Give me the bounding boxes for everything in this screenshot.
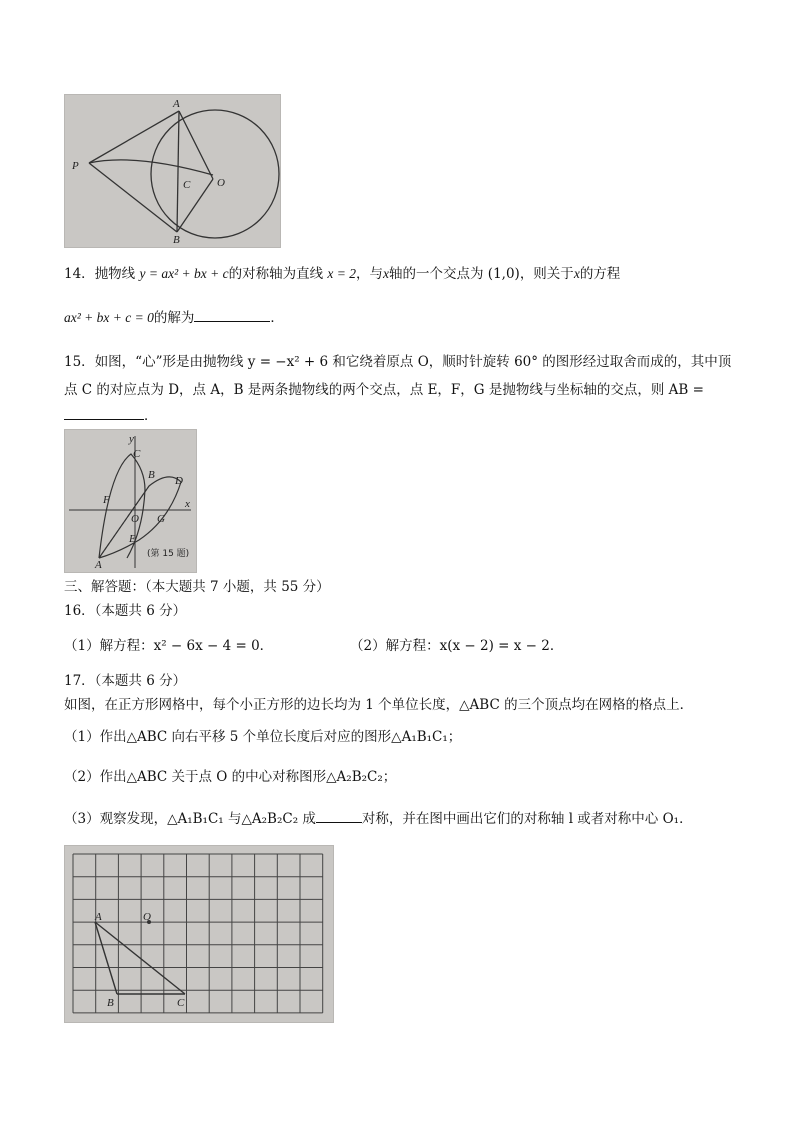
axis-label-x: x (185, 498, 190, 510)
question-number: 15． (64, 354, 95, 370)
point-label-f: F (103, 494, 110, 506)
q14-text: 的对称轴为直线 (228, 266, 324, 282)
question-16-part-2 (350, 637, 563, 655)
q14-text: 的解为 (153, 310, 195, 326)
q16-part1-text: （1）解方程：x² − 6x − 4 = 0． (64, 638, 274, 654)
question-17-part-3 (64, 810, 693, 828)
q14-text: 轴的一个交点为 (389, 266, 484, 282)
question-14-line-1 (64, 265, 620, 283)
heart-parabola-figure (64, 429, 197, 573)
heart-parabola-svg (65, 430, 196, 572)
q14-text: ，与 (356, 266, 383, 282)
q14-equation: y = ax² + bx + c (139, 266, 229, 281)
axis-label-y: y (129, 433, 134, 445)
q14-var: x (383, 266, 389, 281)
q16-part2-text: （2）解方程：x(x − 2) = x − 2． (350, 638, 564, 654)
q14-point: (1,0) (487, 266, 520, 282)
section-title (64, 578, 330, 596)
point-label-p: P (72, 160, 79, 172)
point-label-o: O (217, 177, 225, 189)
question-15-line-2 (64, 381, 704, 399)
point-label-g: G (157, 513, 165, 525)
q17-intro-text: 如图，在正方形网格中，每个小正方形的边长均为 1 个单位长度，△ABC 的三个顶点均在网格的格点上． (64, 697, 694, 713)
question-14-line-2 (64, 309, 284, 327)
point-label-b: B (107, 997, 114, 1009)
q14-text: 抛物线 (94, 266, 136, 282)
q17-part3-text: 对称，并在图中画出它们的对称轴 l 或者对称中心 O₁． (361, 811, 693, 827)
q16-title-text: 16．（本题共 6 分） (64, 603, 187, 619)
q17-title-text: 17．（本题共 6 分） (64, 673, 187, 689)
point-label-b: B (148, 469, 155, 481)
point-label-a: A (173, 98, 180, 110)
q15-text: 点 C 的对应点为 D，点 A，B 是两条抛物线的两个交点，点 E，F，G 是抛物线与坐标轴的交点，则 AB = (64, 382, 704, 398)
point-label-o: O (143, 911, 151, 923)
question-16-title (64, 602, 186, 620)
grid-svg (65, 846, 333, 1022)
point-label-o: O (131, 513, 139, 525)
question-number: 14． (64, 266, 95, 282)
point-label-a: A (95, 911, 102, 923)
q17-part3-text: （3）观察发现，△A₁B₁C₁ 与△A₂B₂C₂ 成 (64, 811, 316, 827)
q14-text: ． (270, 310, 284, 326)
q14-var: x (573, 266, 580, 281)
point-label-e: E (129, 533, 136, 545)
answer-blank[interactable] (316, 810, 362, 823)
answer-blank[interactable] (64, 407, 144, 420)
circle-tangent-figure (64, 94, 281, 248)
q14-text: ，则关于 (519, 266, 574, 282)
q14-equation-2: ax² + bx + c = 0 (64, 310, 154, 325)
q14-text: 的方程 (579, 266, 621, 282)
point-label-a: A (95, 559, 102, 571)
question-15-line-3 (64, 407, 158, 425)
grid-figure (64, 845, 334, 1023)
section-title-text: 三、解答题：（本大题共 7 小题，共 55 分） (64, 579, 330, 595)
question-16-part-1 (64, 637, 273, 655)
question-17-title (64, 672, 186, 690)
point-label-c: C (183, 179, 191, 191)
question-15-line-1 (64, 353, 731, 371)
question-17-part-1 (64, 728, 461, 746)
point-label-d: D (175, 475, 183, 487)
figure-caption: (第 15 题) (147, 549, 190, 559)
answer-blank[interactable] (194, 309, 270, 322)
q17-part1-text: （1）作出△ABC 向右平移 5 个单位长度后对应的图形△A₁B₁C₁； (64, 729, 462, 745)
q17-part2-text: （2）作出△ABC 关于点 O 的中心对称图形△A₂B₂C₂； (64, 769, 397, 785)
question-17-part-2 (64, 768, 396, 786)
q14-axis: x = 2 (327, 266, 356, 281)
point-label-c: C (177, 997, 185, 1009)
circle-tangent-svg (65, 95, 280, 247)
q15-text: 如图，“心”形是由抛物线 y = −x² + 6 和它绕着原点 O，顺时针旋转 60° 的图形经过取舍而成的，其中顶 (94, 354, 732, 370)
point-label-b: B (173, 234, 180, 246)
question-17-intro (64, 696, 693, 714)
q15-text: ． (144, 408, 158, 424)
point-label-c: C (133, 448, 141, 460)
